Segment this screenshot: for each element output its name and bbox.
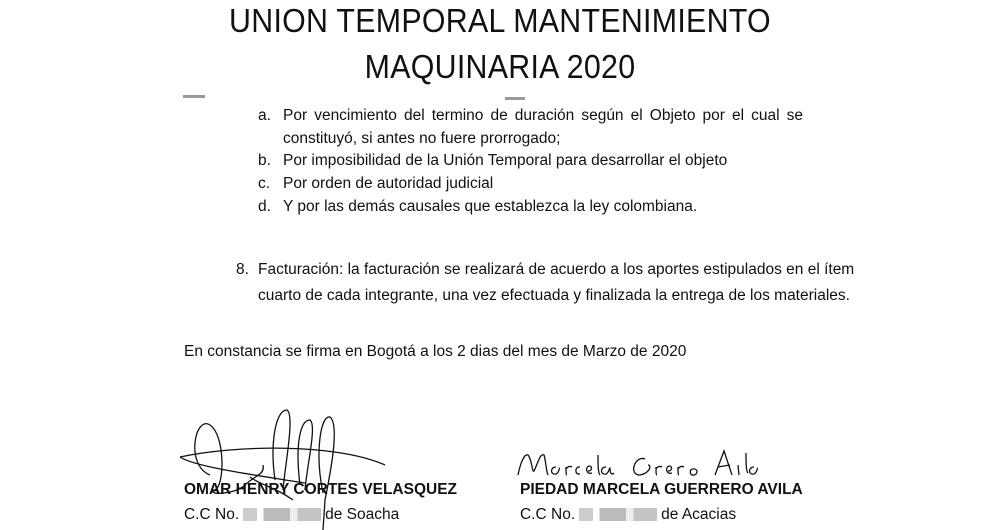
clause-text: cuarto de cada integrante, una vez efectuada y finalizada la entrega de los materiales. <box>258 287 850 304</box>
document-title-line1: UNION TEMPORAL MANTENIMIENTO <box>229 2 771 39</box>
list-item-text: Por orden de autoridad judicial <box>283 175 494 192</box>
clause-number: 8. <box>236 261 249 278</box>
list-item-text: constituyó, si antes no fuere prorrogado; <box>283 130 561 147</box>
signatory-name: OMAR HENRY CORTES VELASQUEZ <box>184 481 457 498</box>
scan-artifact <box>183 95 205 98</box>
id-issue-place: de Acacias <box>661 506 737 523</box>
clause-text: Facturación: la facturación se realizará de acuerdo a los aportes estipulados en el ítem <box>258 261 855 278</box>
redacted-id-number <box>579 508 657 521</box>
redacted-id-number <box>243 508 321 521</box>
signature-marcela-guerrero <box>510 445 760 485</box>
signatory-id <box>520 506 736 524</box>
list-marker: d. <box>258 198 271 215</box>
list-item-text: Y por las demás causales que establezca la ley colombiana. <box>283 198 698 215</box>
id-prefix: C.C No. <box>520 506 576 523</box>
document-title-line2: MAQUINARIA 2020 <box>364 48 636 85</box>
id-prefix: C.C No. <box>184 506 240 523</box>
id-issue-place: de Soacha <box>325 506 400 523</box>
list-item-text: Por imposibilidad de la Unión Temporal para desarrollar el objeto <box>283 152 728 169</box>
scan-artifact <box>505 97 525 100</box>
list-marker: b. <box>258 152 271 169</box>
closing-statement: En constancia se firma en Bogotá a los 2 dias del mes de Marzo de 2020 <box>184 343 687 360</box>
list-marker: c. <box>258 175 271 192</box>
signatory-name: PIEDAD MARCELA GUERRERO AVILA <box>520 481 803 498</box>
list-item-text: Por vencimiento del termino de duración según el Objeto por el cual se <box>283 107 803 124</box>
list-marker: a. <box>258 107 271 124</box>
signatory-id <box>184 506 399 524</box>
